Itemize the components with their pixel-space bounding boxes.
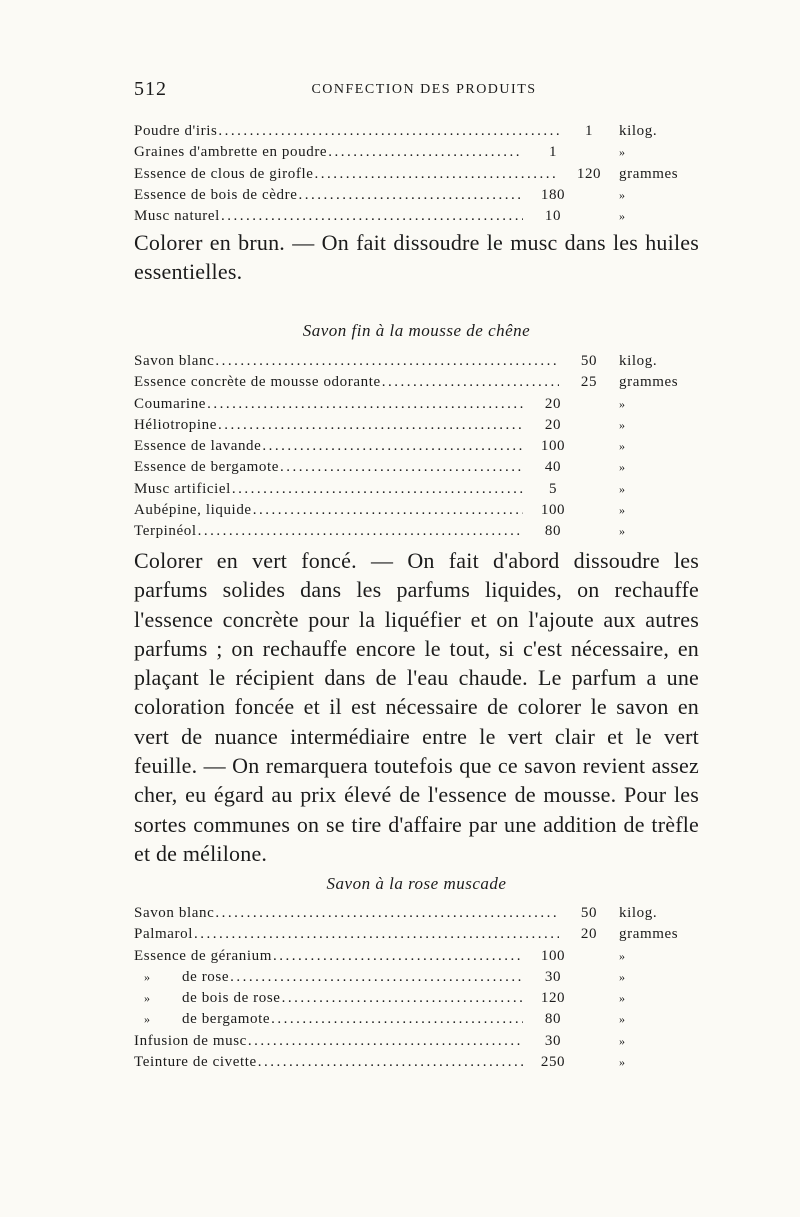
page-header — [134, 78, 694, 108]
ingredient-quantity: 25 — [580, 374, 598, 391]
ingredient-quantity: 180 — [540, 186, 566, 203]
ingredient-unit: » — [619, 1055, 626, 1070]
ingredient-row — [134, 144, 699, 165]
ingredient-name-text: de bergamote — [182, 1011, 271, 1028]
dot-leader — [253, 502, 523, 519]
ditto-mark: » — [144, 1012, 151, 1027]
ingredient-quantity: 80 — [544, 1011, 562, 1028]
dot-leader — [194, 926, 559, 943]
ingredient-name: Teinture de civette — [134, 1054, 257, 1071]
ingredient-row — [134, 166, 699, 187]
ingredient-name: Essence de géranium — [134, 947, 273, 964]
ingredient-name: Palmarol — [134, 926, 193, 943]
ingredient-name: Essence de bergamote — [134, 459, 280, 476]
running-head: CONFECTION DES PRODUITS — [311, 82, 537, 97]
dot-leader — [221, 208, 523, 225]
ingredient-name: Essence concrète de mousse odorante — [134, 374, 381, 391]
ingredient-name: Essence de bois de cèdre — [134, 186, 298, 203]
ingredient-unit: » — [619, 1033, 626, 1048]
page-number: 512 — [134, 78, 167, 100]
ingredient-name — [134, 969, 229, 986]
dot-leader — [215, 905, 559, 922]
ingredient-unit: » — [619, 209, 626, 224]
ingredient-unit: » — [619, 948, 626, 963]
ingredient-row — [134, 1054, 699, 1075]
ingredient-quantity: 100 — [540, 438, 566, 455]
ingredient-unit: grammes — [619, 374, 679, 391]
ingredient-unit: » — [619, 991, 626, 1006]
ingredient-quantity: 1 — [584, 123, 594, 139]
ingredient-quantity: 20 — [580, 926, 598, 943]
ingredient-name: Héliotropine — [134, 416, 218, 433]
ingredient-unit: » — [619, 439, 626, 454]
ingredient-row — [134, 438, 699, 459]
ingredient-row — [134, 1033, 699, 1054]
recipe-note-1: Colorer en brun. — On fait dissoudre le musc dans les huiles essentielles. — [134, 230, 699, 285]
dot-leader — [218, 417, 523, 434]
ingredient-name: Poudre d'iris — [134, 123, 218, 139]
ditto-mark: » — [144, 991, 151, 1006]
ingredient-quantity: 1 — [548, 144, 558, 161]
section-title-2: Savon à la rose muscade — [326, 874, 507, 893]
dot-leader — [232, 481, 523, 498]
recipe-note-2: Colorer en vert foncé. — On fait d'abord dissoudre les parfums solides dans les parfums liquides, on rechauffe l'essence concrète pour la liquéfier et on l'ajoute aux autres parfums ; on rechauffe encore le tout, si c'est nécessaire, en plaçant le récipient dans de l'eau chaude. Le parfum a une coloration foncée et il est nécessaire de colorer le savon en vert de nuance intermédiaire entre le vert clair et le vert feuille. — On remarquera toutefois que ce savon revient assez cher, eu égard au prix élevé de l'essence de mousse. Pour les sortes communes on se tire d'affaire par une addition de trèfle et de mélilone. — [134, 548, 699, 866]
ingredient-unit: » — [619, 187, 626, 202]
ingredient-quantity: 50 — [580, 905, 598, 921]
ingredient-name — [134, 1011, 270, 1028]
ingredient-name: Musc naturel — [134, 208, 220, 225]
ingredient-quantity: 120 — [540, 990, 566, 1007]
dot-leader — [215, 353, 559, 370]
ingredient-unit: kilog. — [619, 353, 658, 369]
dot-leader — [248, 1033, 523, 1050]
dot-leader — [382, 374, 559, 391]
ingredient-row — [134, 417, 699, 438]
dot-leader — [282, 990, 523, 1007]
ingredient-row — [134, 969, 699, 990]
ingredient-unit: » — [619, 145, 626, 160]
ingredient-quantity: 5 — [548, 480, 558, 497]
ingredient-row — [134, 523, 699, 544]
ingredient-name: Essence de clous de girofle — [134, 165, 314, 182]
ingredient-name: Coumarine — [134, 395, 207, 412]
ingredient-name: Savon blanc — [134, 905, 215, 921]
ditto-mark: » — [144, 969, 151, 984]
ingredient-row — [134, 123, 699, 144]
ingredient-quantity: 30 — [544, 968, 562, 985]
dot-leader — [207, 396, 523, 413]
ingredient-quantity: 100 — [540, 947, 566, 964]
ingredient-name: Essence de lavande — [134, 438, 262, 455]
ingredient-name-text: de bois de rose — [182, 990, 281, 1007]
ingredient-quantity: 20 — [544, 395, 562, 412]
ingredient-quantity: 20 — [544, 416, 562, 433]
ingredient-table-3 — [134, 905, 699, 1075]
ingredient-name: Infusion de musc — [134, 1032, 247, 1049]
dot-leader — [273, 948, 523, 965]
ingredient-name: Graines d'ambrette en poudre — [134, 144, 328, 161]
ingredient-name — [134, 990, 281, 1007]
section-title-1: Savon fin à la mousse de chêne — [302, 321, 531, 340]
ingredient-unit: grammes — [619, 926, 679, 943]
ingredient-row — [134, 990, 699, 1011]
ingredient-row — [134, 905, 699, 926]
ingredient-table-1 — [134, 123, 699, 229]
ingredient-name: Musc artificiel — [134, 480, 231, 497]
dot-leader — [198, 523, 523, 540]
ingredient-row — [134, 459, 699, 480]
ingredient-quantity: 10 — [544, 208, 562, 225]
ingredient-row — [134, 948, 699, 969]
ingredient-row — [134, 374, 699, 395]
ingredient-quantity: 50 — [580, 353, 598, 369]
ingredient-name: Terpinéol — [134, 523, 197, 540]
ingredient-row — [134, 208, 699, 229]
ingredient-name-text: de rose — [182, 968, 230, 985]
ingredient-quantity: 40 — [544, 459, 562, 476]
dot-leader — [262, 438, 523, 455]
ingredient-row — [134, 926, 699, 947]
ingredient-name: Aubépine, liquide — [134, 502, 252, 519]
dot-leader — [218, 123, 559, 140]
dot-leader — [258, 1054, 523, 1071]
ingredient-unit: » — [619, 396, 626, 411]
ingredient-unit: » — [619, 460, 626, 475]
ingredient-quantity: 30 — [544, 1032, 562, 1049]
ingredient-unit: » — [619, 1012, 626, 1027]
ingredient-unit: » — [619, 417, 626, 432]
dot-leader — [314, 166, 559, 183]
ingredient-row — [134, 353, 699, 374]
ingredient-unit: grammes — [619, 165, 679, 182]
dot-leader — [230, 969, 523, 986]
ingredient-unit: » — [619, 969, 626, 984]
dot-leader — [299, 187, 524, 204]
ingredient-row — [134, 481, 699, 502]
ingredient-row — [134, 1011, 699, 1032]
ingredient-quantity: 80 — [544, 523, 562, 540]
ingredient-table-2 — [134, 353, 699, 545]
ingredient-quantity: 120 — [576, 165, 602, 182]
ingredient-row — [134, 502, 699, 523]
ingredient-unit: » — [619, 481, 626, 496]
ingredient-unit: » — [619, 524, 626, 539]
dot-leader — [271, 1011, 523, 1028]
ingredient-name: Savon blanc — [134, 353, 215, 369]
ingredient-row — [134, 396, 699, 417]
ingredient-row — [134, 187, 699, 208]
ingredient-unit: kilog. — [619, 123, 658, 139]
ingredient-unit: kilog. — [619, 905, 658, 921]
dot-leader — [280, 459, 523, 476]
ingredient-quantity: 100 — [540, 502, 566, 519]
ingredient-quantity: 250 — [540, 1054, 566, 1071]
ingredient-unit: » — [619, 503, 626, 518]
dot-leader — [328, 144, 523, 161]
